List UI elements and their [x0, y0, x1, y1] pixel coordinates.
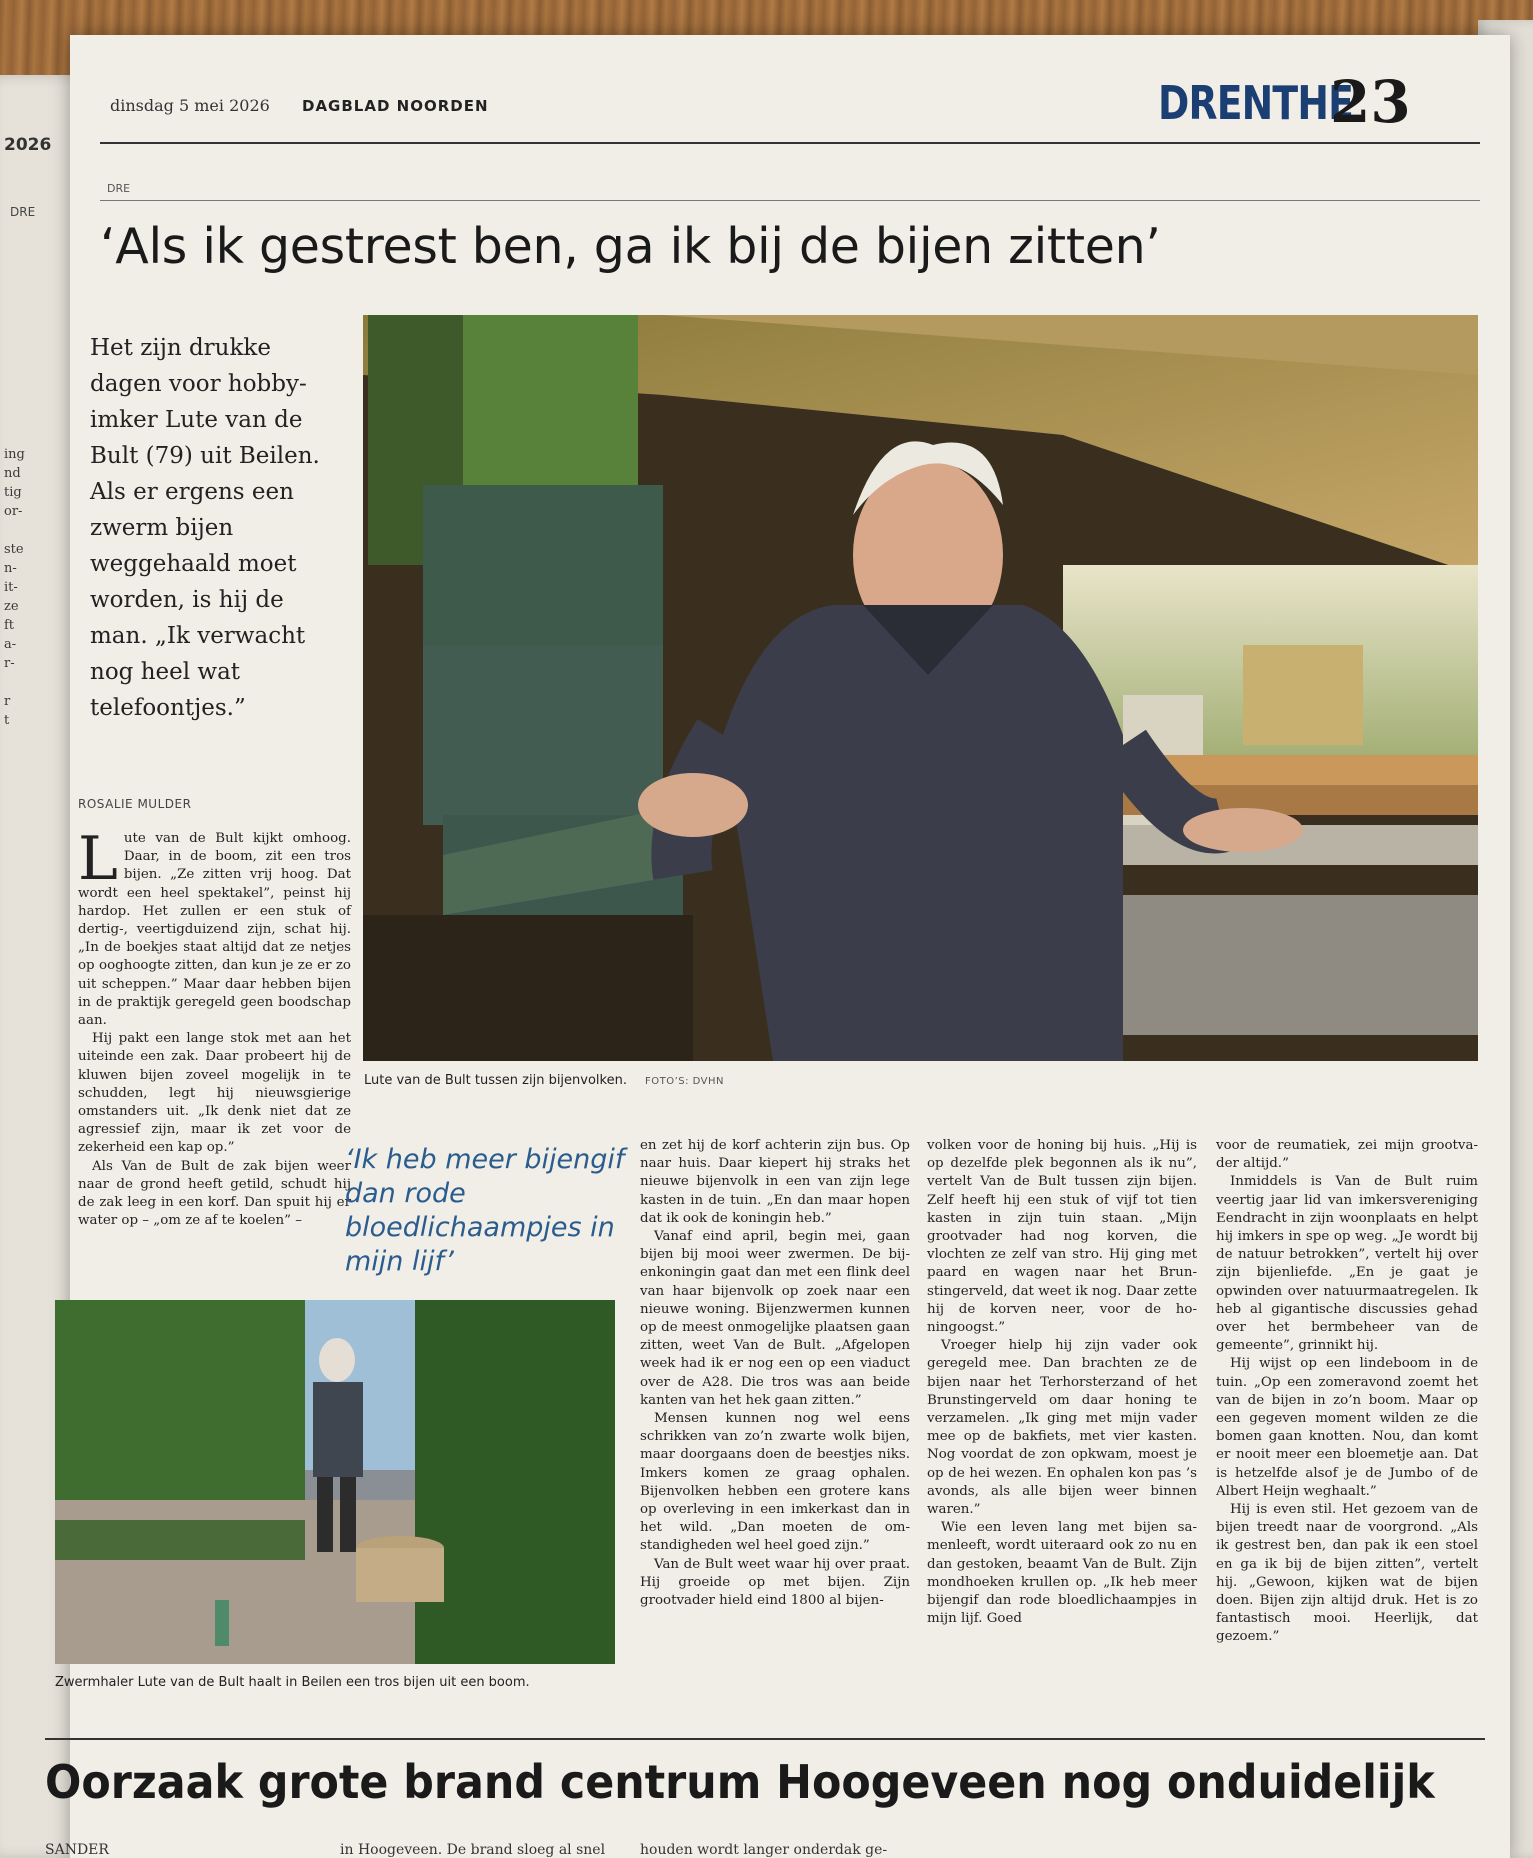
col2-para-3: Mensen kunnen nog wel eens schrikken van zo’n zwarte wolk bijen, maar doorgaans doen de beestjes niks. Imkers komen ze graag ophalen. Bijenvolken hebben een grotere kans op overleving in een imkerkast dan in het wild. „Dan moeten de omstandigheden wel heel goed zijn.” — [640, 1411, 910, 1554]
col2-para-2: Vanaf eind april, begin mei, gaan bijen bij mooi weer zwermen. De bijenkoningin gaat dan met een flink deel van haar bijenvolk op zoek naar een nieuwe woning. Bijenzwermen kunnen op de meest onmogelijke plaatsen gaan zitten, weet Van de Bult. „Afgelopen week had ik er nog een op een viaduct over de A28. Die tros was aan beide kanten van het hek gaan zitten.” — [640, 1229, 910, 1408]
previous-page-text-fragments — [4, 445, 25, 730]
previous-page-fragment: ing — [4, 447, 25, 462]
next-article-byline-fragment: SANDER — [45, 1842, 109, 1858]
newspaper-name: DAGBLAD NOORDEN — [302, 97, 489, 115]
tag-rule — [100, 200, 1480, 201]
previous-page-fragment: it- — [4, 580, 18, 595]
page-number: 23 — [1330, 68, 1411, 136]
previous-page-fragment: ft — [4, 618, 15, 633]
previous-page-fragment: t — [4, 713, 10, 728]
previous-page-year: 2026 — [4, 135, 52, 155]
col4-para-3: Hij wijst op een lindeboom in de tuin. „Op een zomeravond zoemt het van de bijen in zo’n boom. Maar op een gegeven moment wilden ze die bomen gaan knotten. Nou, dan komt er nooit meer een bloemetje aan. Dat is hetzelfde alsof je de Jumbo of de Albert Heijn weghaalt.” — [1216, 1356, 1478, 1499]
previous-page-fragment: ste — [4, 542, 24, 557]
article-column-2 — [640, 1137, 910, 1610]
previous-page-fragment: a- — [4, 637, 17, 652]
previous-page-fragment: nd — [4, 466, 21, 481]
previous-page-fragment: n- — [4, 561, 17, 576]
next-article-headline: Oorzaak grote brand centrum Hoogeveen nog onduidelijk — [45, 1755, 1435, 1809]
byline: ROSALIE MULDER — [78, 797, 192, 811]
col3-para-3: Wie een leven lang met bijen samenleeft, wordt uiteraard ook zo nu en dan gestoken, beaamt Van de Bult. Zijn mondhoeken krullen op. „Ik heb meer bijengif dan rode bloedlichaampjes in mijn lijf. Goed — [927, 1520, 1197, 1627]
main-photo-caption — [364, 1073, 724, 1088]
col4-para-2: Inmiddels is Van de Bult ruim veertig jaar lid van imkersvereniging Eendracht in zijn woonplaats en helpt hij imkers in spe op weg. „Je wordt bij de natuur betrokken”, vertelt hij over zijn bijenliefde. „En je gaat je opwinden over natuurmaatregelen. Ik heb al gigantische discussies gehad over het bermbeheer van de gemeente”, grinnikt hij. — [1216, 1174, 1478, 1354]
article-intro: Het zijn drukke dagen voor hobby-imker Lute van de Bult (79) uit Beilen. Als er ergens een zwerm bijen weggehaald moet worden, is hij de man. „Ik verwacht nog heel wat telefoontjes.” — [90, 335, 320, 721]
previous-page-fragment: ze — [4, 599, 19, 614]
section-region: DRENTHE — [1158, 76, 1354, 130]
article-column-3 — [927, 1137, 1197, 1628]
next-article-text-fragment-1: in Hoogeveen. De brand sloeg al snel — [340, 1842, 606, 1858]
main-photo-beekeeper — [363, 315, 1478, 1061]
header-rule — [100, 142, 1480, 144]
issue-date: dinsdag 5 mei 2026 — [110, 96, 270, 115]
section-divider — [45, 1738, 1485, 1740]
swarm-collection-illustration — [55, 1300, 615, 1664]
small-photo-swarm-collection — [55, 1300, 615, 1664]
col3-para-2: Vroeger hielp hij zijn vader ook geregeld mee. Dan brachten ze de bijen naar het Terhorsterzand of het Brunstingerveld om daar honing te verzamelen. „Ik ging met mijn vader mee op de bakfiets, met vier kasten. Nog voordat de zon opkwam, moest je op de hei wezen. En ophalen kon pas ’s avonds, als alle bijen weer binnen waren.” — [927, 1338, 1197, 1518]
beehive-shed-illustration — [363, 315, 1478, 1061]
previous-page-fragment — [4, 673, 25, 692]
col4-para-4: Hij is even stil. Het gezoem van de bijen treedt naar de voorgrond. „Als ik gestrest ben, dan pak ik een stoel en ga ik bij de bijen zitten”, vertelt hij. „Gewoon, kijken wat de bijen doen. Bijen zijn altijd druk. Het is zo fantastisch mooi. Heerlijk, dat gezoem.” — [1216, 1502, 1478, 1645]
drop-cap: L — [78, 824, 118, 894]
pull-quote: ‘Ik heb meer bijengif dan rode bloedlichaampjes in mijn lijf’ — [345, 1144, 625, 1277]
col3-para-1: volken voor de honing bij huis. „Hij is op dezelfde plek begonnen als ik nu”, vertelt Van de Bult tussen zijn bijen. Zelf heeft hij een stuk of vijf tot tien kasten in zijn tuin staan. „Mijn grootvader had nog korven, die vlochten ze zelf van stro. Hij ging met paard en wagen naar het Brunstingerveld, dat weet ik nog. Daar zette hij de korven neer, voor de honingoogst.” — [927, 1138, 1197, 1336]
previous-page-fragment: or- — [4, 504, 23, 519]
small-photo-caption: Zwermhaler Lute van de Bult haalt in Beilen een tros bijen uit een boom. — [55, 1675, 530, 1690]
col2-para-4: Van de Bult weet waar hij over praat. Hij groeide op met bijen. Zijn grootvader hield eind 1800 al bijen- — [640, 1556, 910, 1609]
previous-page-tag: DRE — [10, 205, 36, 219]
main-caption-text: Lute van de Bult tussen zijn bijenvolken. — [364, 1073, 627, 1088]
col1-para-1: ute van de Bult kijkt omhoog. Daar, in de boom, zit een tros bijen. „Ze zitten vrij hoog. Dat wordt een heel spektakel”, peinst hij hardop. Het zullen er een stuk of dertig-, veertigduizend zijn, schat hij. „In de boekjes staat altijd dat ze netjes op ooghoogte zitten, dan kun je ze er zo uit scheppen.” Maar daar hebben bijen in de praktijk geregeld geen boodschap aan. — [78, 831, 351, 1029]
previous-page-fragment — [4, 521, 25, 540]
next-article-text-fragment-2: houden wordt langer onderdak ge- — [640, 1842, 888, 1858]
col4-para-1: voor de reumatiek, zei mijn grootvader altijd.” — [1216, 1138, 1478, 1172]
article-headline: ‘Als ik gestrest ben, ga ik bij de bijen zitten’ — [100, 218, 1161, 275]
previous-page-fragment: r — [4, 694, 11, 709]
col2-para-1: en zet hij de korf achterin zijn bus. Op naar huis. Daar kiepert hij straks het nieuwe bijenvolk in een van zijn lege kasten in de tuin. „En dan maar hopen dat ik ook de koningin heb.” — [640, 1138, 910, 1226]
photo-credit: FOTO’S: DVHN — [644, 1076, 725, 1087]
article-column-1 — [78, 824, 351, 1230]
previous-page-fragment: tig — [4, 485, 22, 500]
previous-page-fragment: r- — [4, 656, 15, 671]
col1-para-2: Hij pakt een lange stok met aan het uiteinde een zak. Daar probeert hij de kluwen bijen zoveel mogelijk in te schudden, legt hij nieuwsgierige omstanders uit. „Ik denk niet dat ze agressief zijn, maar ik zet voor de zekerheid een kap op.” — [78, 1031, 351, 1156]
col1-para-3: Als Van de Bult de zak bijen weer naar de grond heeft getild, schudt hij de zak leeg in een korf. Dan spuit hij er water op – „om ze af te koelen” – — [78, 1158, 351, 1229]
section-tag: DRE — [107, 182, 131, 195]
article-column-4 — [1216, 1137, 1478, 1647]
